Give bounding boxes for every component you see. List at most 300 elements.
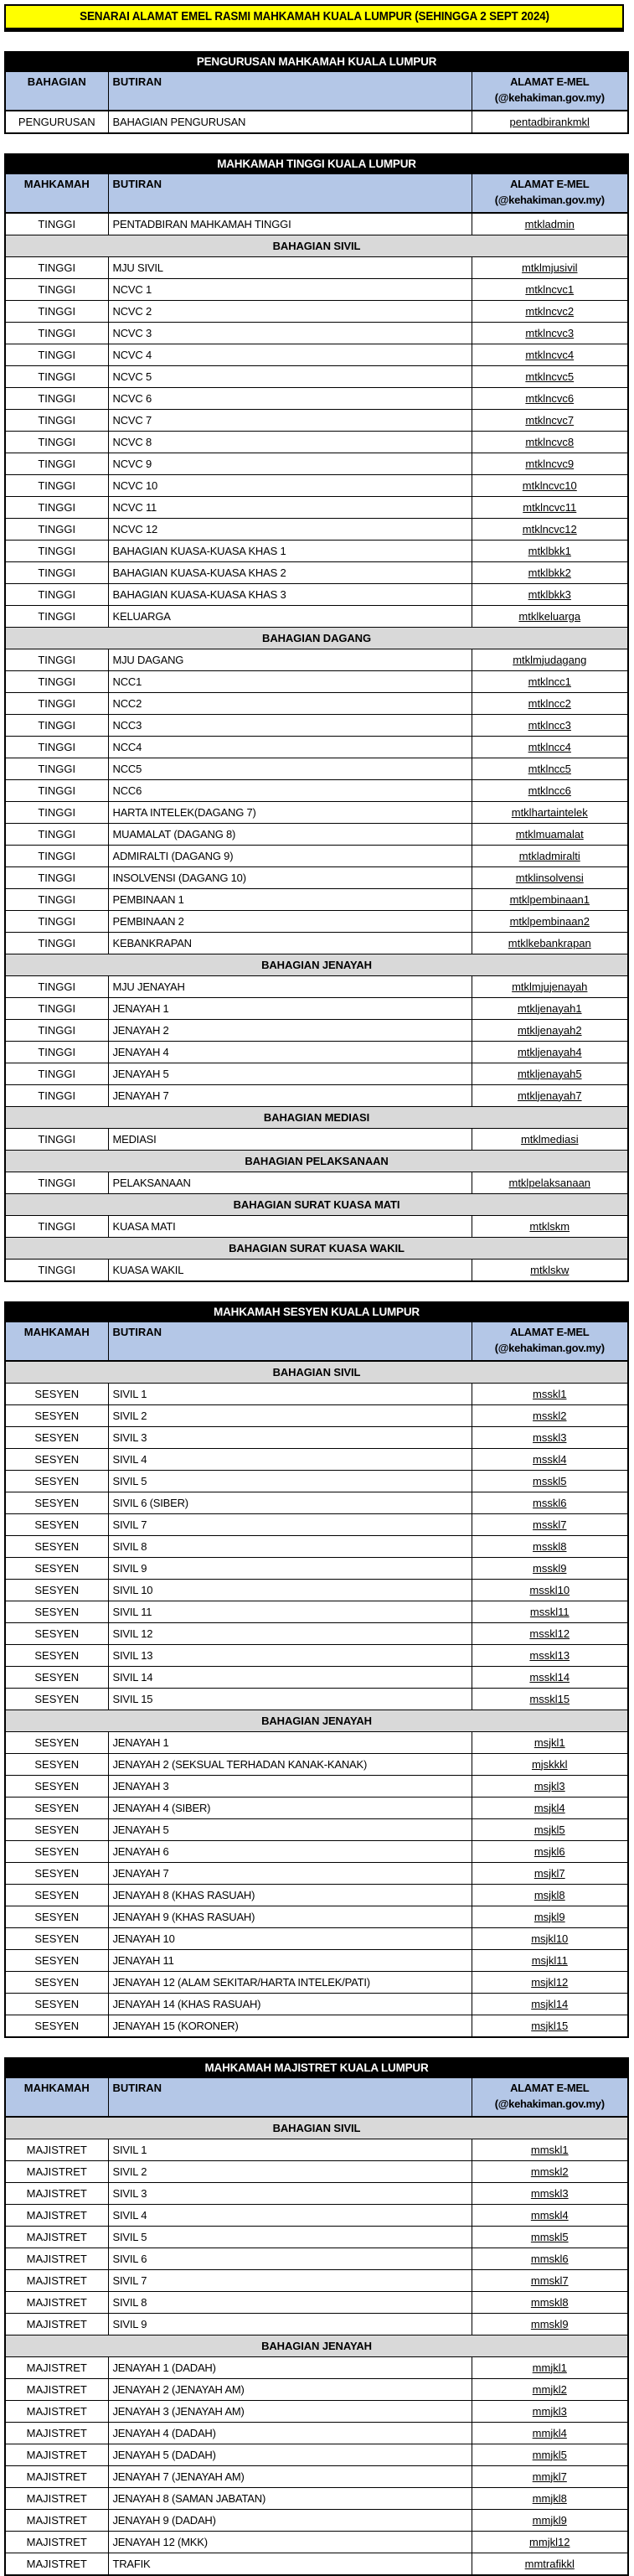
detail-cell: JENAYAH 5	[108, 1819, 472, 1841]
email-link[interactable]: mtklncc4	[528, 740, 571, 753]
email-link[interactable]: mmskl7	[530, 2273, 569, 2287]
court-cell: SESYEN	[5, 1667, 108, 1689]
email-link[interactable]: mtklkebankrapan	[508, 936, 591, 949]
court-cell: MAJISTRET	[5, 2161, 108, 2183]
detail-cell: SIVIL 15	[108, 1689, 472, 1710]
table-row	[5, 824, 628, 846]
email-cell	[472, 2379, 628, 2401]
court-cell: TINGGI	[5, 453, 108, 475]
email-link[interactable]: mtklncvc4	[525, 348, 575, 361]
email-link[interactable]: mmjkl7	[532, 2470, 567, 2483]
table-row	[5, 1085, 628, 1107]
detail-cell: SIVIL 8	[108, 2292, 472, 2314]
email-link[interactable]: msskl11	[529, 1605, 570, 1618]
email-cell	[472, 1950, 628, 1972]
email-cell	[472, 1906, 628, 1928]
email-link[interactable]: msskl2	[533, 1409, 567, 1422]
email-link[interactable]: mtklmjusivil	[522, 261, 578, 274]
col-header-email: ALAMAT E-MEL (@kehakiman.gov.my)	[472, 174, 628, 214]
section-row	[5, 1194, 628, 1216]
email-link[interactable]: msjkl9	[533, 1910, 565, 1923]
court-cell: TINGGI	[5, 693, 108, 715]
detail-cell: SIVIL 6 (SIBER)	[108, 1492, 472, 1514]
section-row	[5, 1710, 628, 1732]
court-cell: MAJISTRET	[5, 2205, 108, 2227]
detail-cell: JENAYAH 7	[108, 1085, 472, 1107]
court-cell: SESYEN	[5, 1798, 108, 1819]
court-cell: TINGGI	[5, 388, 108, 410]
email-cell	[472, 649, 628, 671]
email-link[interactable]: mtklncvc9	[525, 457, 575, 470]
table-row	[5, 1384, 628, 1405]
table-row	[5, 2532, 628, 2553]
table-row	[5, 889, 628, 911]
court-cell: SESYEN	[5, 1645, 108, 1667]
table-row	[5, 1449, 628, 1471]
email-cell	[472, 606, 628, 628]
email-cell	[472, 1623, 628, 1645]
table-row	[5, 301, 628, 323]
email-table-sesyen	[4, 1301, 629, 2038]
detail-cell: SIVIL 1	[108, 2139, 472, 2161]
court-cell: MAJISTRET	[5, 2510, 108, 2532]
table-row	[5, 1972, 628, 1994]
email-link[interactable]: mtklncc6	[528, 784, 571, 797]
email-cell	[472, 1384, 628, 1405]
email-link[interactable]: msskl7	[533, 1518, 567, 1531]
detail-cell: PELAKSANAAN	[108, 1172, 472, 1194]
table-row	[5, 1601, 628, 1623]
email-link[interactable]: mjskkkl	[531, 1757, 568, 1771]
table-row	[5, 584, 628, 606]
detail-cell: JENAYAH 1	[108, 1732, 472, 1754]
email-cell	[472, 519, 628, 541]
email-link[interactable]: msjkl3	[533, 1779, 565, 1792]
court-cell: TINGGI	[5, 1042, 108, 1063]
email-cell	[472, 1580, 628, 1601]
email-link[interactable]: mtklncvc10	[522, 478, 577, 492]
col-header-butiran: BUTIRAN	[108, 72, 472, 111]
table-row	[5, 344, 628, 366]
section-header: BAHAGIAN SIVIL	[5, 235, 628, 257]
email-link[interactable]: msskl13	[529, 1648, 570, 1662]
table-row	[5, 1950, 628, 1972]
email-link[interactable]: msskl6	[533, 1496, 567, 1509]
table-row	[5, 1427, 628, 1449]
court-cell: MAJISTRET	[5, 2488, 108, 2510]
email-cell	[472, 1689, 628, 1710]
court-cell: SESYEN	[5, 1384, 108, 1405]
email-link[interactable]: mmjkl9	[532, 2513, 567, 2527]
court-cell: TINGGI	[5, 671, 108, 693]
court-cell: SESYEN	[5, 1623, 108, 1645]
email-link[interactable]: mmskl1	[530, 2143, 569, 2156]
email-link[interactable]: mmjkl8	[532, 2491, 567, 2505]
detail-cell: SIVIL 8	[108, 1536, 472, 1558]
detail-cell: SIVIL 10	[108, 1580, 472, 1601]
email-link[interactable]: mtklbkk2	[528, 566, 571, 579]
email-link[interactable]: msjkl6	[533, 1844, 565, 1858]
email-cell	[472, 1042, 628, 1063]
email-cell	[472, 1994, 628, 2015]
email-cell	[472, 1732, 628, 1754]
email-link[interactable]: msskl4	[533, 1452, 567, 1466]
email-link[interactable]: mtklncc1	[528, 675, 571, 688]
court-cell: MAJISTRET	[5, 2248, 108, 2270]
email-link[interactable]: mtklncc5	[528, 762, 571, 775]
email-cell	[472, 1172, 628, 1194]
email-link[interactable]: mmtrafikkl	[524, 2557, 575, 2570]
detail-cell: PENTADBIRAN MAHKAMAH TINGGI	[108, 213, 472, 235]
detail-cell: JENAYAH 5	[108, 1063, 472, 1085]
email-cell	[472, 2139, 628, 2161]
table-title: MAHKAMAH SESYEN KUALA LUMPUR	[5, 1302, 628, 1322]
email-cell	[472, 1928, 628, 1950]
detail-cell: HARTA INTELEK(DAGANG 7)	[108, 802, 472, 824]
email-cell	[472, 388, 628, 410]
email-link[interactable]: mtklbkk1	[528, 544, 571, 557]
email-link[interactable]: mtklncvc1	[525, 282, 575, 296]
court-cell: TINGGI	[5, 432, 108, 453]
email-link[interactable]: mtkljenayah1	[517, 1001, 582, 1015]
email-tables-container	[4, 51, 631, 2576]
section-row	[5, 1151, 628, 1172]
court-cell: TINGGI	[5, 998, 108, 1020]
table-row	[5, 976, 628, 998]
email-link[interactable]: mtklpembinaan1	[509, 892, 590, 906]
email-link[interactable]: mmjkl4	[532, 2426, 567, 2439]
table-row	[5, 1260, 628, 1282]
detail-cell: BAHAGIAN KUASA-KUASA KHAS 3	[108, 584, 472, 606]
table-row	[5, 998, 628, 1020]
detail-cell: SIVIL 6	[108, 2248, 472, 2270]
detail-cell: ADMIRALTI (DAGANG 9)	[108, 846, 472, 867]
table-row	[5, 2139, 628, 2161]
email-link[interactable]: mtklncvc7	[525, 413, 575, 427]
court-cell: MAJISTRET	[5, 2532, 108, 2553]
detail-cell: NCVC 5	[108, 366, 472, 388]
email-link[interactable]: mtklhartaintelek	[511, 805, 588, 819]
court-cell: MAJISTRET	[5, 2401, 108, 2423]
email-link[interactable]: msskl10	[529, 1583, 570, 1596]
detail-cell: JENAYAH 4 (DADAH)	[108, 2423, 472, 2444]
court-cell: TINGGI	[5, 976, 108, 998]
court-cell: MAJISTRET	[5, 2379, 108, 2401]
detail-cell: JENAYAH 3 (JENAYAH AM)	[108, 2401, 472, 2423]
email-cell	[472, 1558, 628, 1580]
email-link[interactable]: mtkljenayah7	[517, 1089, 582, 1102]
court-cell: TINGGI	[5, 344, 108, 366]
section-header: BAHAGIAN SURAT KUASA MATI	[5, 1194, 628, 1216]
email-link[interactable]: msskl15	[529, 1692, 570, 1705]
court-cell: TINGGI	[5, 301, 108, 323]
email-cell	[472, 2015, 628, 2038]
table-row	[5, 1667, 628, 1689]
table-row	[5, 1885, 628, 1906]
detail-cell: SIVIL 1	[108, 1384, 472, 1405]
court-cell: SESYEN	[5, 1928, 108, 1950]
table-row	[5, 2205, 628, 2227]
col-header-butiran: BUTIRAN	[108, 2078, 472, 2118]
email-link[interactable]: msjkl4	[533, 1801, 565, 1814]
email-link[interactable]: mtklmjujenayah	[512, 980, 588, 993]
email-cell	[472, 2444, 628, 2466]
detail-cell: BAHAGIAN KUASA-KUASA KHAS 2	[108, 562, 472, 584]
detail-cell: NCC4	[108, 737, 472, 758]
email-link[interactable]: msjkl5	[533, 1823, 565, 1836]
email-link[interactable]: mmjkl3	[532, 2404, 567, 2418]
email-link[interactable]: msskl12	[529, 1627, 570, 1640]
table-row	[5, 2161, 628, 2183]
detail-cell: BAHAGIAN PENGURUSAN	[108, 111, 472, 133]
email-link[interactable]: msjkl8	[533, 1888, 565, 1901]
email-cell	[472, 1863, 628, 1885]
court-cell: TINGGI	[5, 889, 108, 911]
court-cell: TINGGI	[5, 562, 108, 584]
detail-cell: NCVC 11	[108, 497, 472, 519]
section-header: BAHAGIAN PELAKSANAAN	[5, 1151, 628, 1172]
email-cell	[472, 584, 628, 606]
table-row	[5, 388, 628, 410]
email-link[interactable]: mtklskw	[530, 1263, 570, 1276]
document-title-banner	[4, 4, 624, 32]
email-link[interactable]: msskl8	[533, 1539, 567, 1553]
email-cell	[472, 2423, 628, 2444]
detail-cell: KUASA MATI	[108, 1216, 472, 1238]
email-cell	[472, 780, 628, 802]
detail-cell: NCVC 12	[108, 519, 472, 541]
email-link[interactable]: mtklmjudagang	[513, 653, 587, 666]
email-link[interactable]: mtklncvc2	[525, 304, 575, 318]
detail-cell: NCVC 3	[108, 323, 472, 344]
detail-cell: TRAFIK	[108, 2553, 472, 2576]
email-link[interactable]: mmjkl12	[529, 2535, 570, 2548]
email-link[interactable]: mtklncvc8	[525, 435, 575, 448]
email-link[interactable]: mtklpembinaan2	[509, 914, 590, 928]
table-row	[5, 671, 628, 693]
email-cell	[472, 2183, 628, 2205]
document-title: SENARAI ALAMAT EMEL RASMI MAHKAMAH KUALA LUMPUR (SEHINGGA 2 SEPT 2024)	[79, 9, 549, 23]
email-link[interactable]: msjkl14	[531, 1997, 569, 2010]
email-link[interactable]: mtklncc2	[528, 696, 571, 710]
email-link[interactable]: mtklpelaksanaan	[508, 1176, 591, 1189]
email-link[interactable]: mtklkeluarga	[518, 609, 581, 623]
email-cell	[472, 2314, 628, 2335]
email-cell	[472, 1063, 628, 1085]
court-cell: SESYEN	[5, 1972, 108, 1994]
email-link[interactable]: msskl5	[533, 1474, 567, 1487]
col-header-email: ALAMAT E-MEL (@kehakiman.gov.my)	[472, 1322, 628, 1362]
detail-cell: MJU JENAYAH	[108, 976, 472, 998]
table-row	[5, 1063, 628, 1085]
table-row	[5, 1994, 628, 2015]
email-link[interactable]: mtkljenayah4	[517, 1045, 582, 1058]
email-cell	[472, 410, 628, 432]
email-link[interactable]: mmjkl2	[532, 2382, 567, 2396]
detail-cell: JENAYAH 7 (JENAYAH AM)	[108, 2466, 472, 2488]
email-link[interactable]: msskl9	[533, 1561, 567, 1575]
detail-cell: NCC2	[108, 693, 472, 715]
detail-cell: JENAYAH 4	[108, 1042, 472, 1063]
detail-cell: JENAYAH 1	[108, 998, 472, 1020]
detail-cell: JENAYAH 10	[108, 1928, 472, 1950]
email-link[interactable]: msjkl7	[533, 1866, 565, 1880]
table-row	[5, 1020, 628, 1042]
email-cell	[472, 824, 628, 846]
email-link[interactable]: msjkl12	[531, 1975, 569, 1989]
court-cell: MAJISTRET	[5, 2314, 108, 2335]
col-header-mahkamah: MAHKAMAH	[5, 1322, 108, 1362]
detail-cell: NCVC 1	[108, 279, 472, 301]
email-link[interactable]: mmskl4	[530, 2208, 569, 2222]
email-cell	[472, 1492, 628, 1514]
detail-cell: SIVIL 13	[108, 1645, 472, 1667]
col-header-mahkamah: MAHKAMAH	[5, 174, 108, 214]
email-cell	[472, 541, 628, 562]
section-header: BAHAGIAN SURAT KUASA WAKIL	[5, 1238, 628, 1260]
court-cell: TINGGI	[5, 1172, 108, 1194]
detail-cell: PEMBINAAN 1	[108, 889, 472, 911]
detail-cell: NCC6	[108, 780, 472, 802]
email-link[interactable]: mmskl9	[530, 2317, 569, 2330]
email-cell	[472, 323, 628, 344]
court-cell: TINGGI	[5, 257, 108, 279]
detail-cell: INSOLVENSI (DAGANG 10)	[108, 867, 472, 889]
detail-cell: MJU DAGANG	[108, 649, 472, 671]
section-header: BAHAGIAN JENAYAH	[5, 1710, 628, 1732]
email-link[interactable]: msjkl1	[533, 1735, 565, 1749]
col-header-butiran: BUTIRAN	[108, 1322, 472, 1362]
email-link[interactable]: msskl3	[533, 1430, 567, 1444]
detail-cell: SIVIL 11	[108, 1601, 472, 1623]
table-row	[5, 1623, 628, 1645]
table-row	[5, 2553, 628, 2576]
email-link[interactable]: mtklncvc5	[525, 370, 575, 383]
table-row	[5, 562, 628, 584]
col-header-bahagian: BAHAGIAN	[5, 72, 108, 111]
court-cell: TINGGI	[5, 846, 108, 867]
table-row	[5, 1776, 628, 1798]
email-link[interactable]: mtklncc3	[528, 718, 571, 732]
court-cell: TINGGI	[5, 410, 108, 432]
email-cell	[472, 846, 628, 867]
table-row	[5, 1841, 628, 1863]
email-link[interactable]: mtkljenayah2	[517, 1023, 582, 1037]
table-row	[5, 846, 628, 867]
court-cell: SESYEN	[5, 1449, 108, 1471]
email-link[interactable]: mmskl8	[530, 2295, 569, 2309]
email-link[interactable]: mtklncvc11	[523, 500, 577, 514]
detail-cell: SIVIL 12	[108, 1623, 472, 1645]
court-cell: TINGGI	[5, 867, 108, 889]
court-cell: SESYEN	[5, 1885, 108, 1906]
court-cell: SESYEN	[5, 1558, 108, 1580]
table-row	[5, 1863, 628, 1885]
email-link[interactable]: mmjkl1	[532, 2361, 567, 2374]
email-link[interactable]: msskl14	[529, 1670, 570, 1684]
email-link[interactable]: pentadbirankmkl	[509, 115, 590, 128]
detail-cell: SIVIL 7	[108, 2270, 472, 2292]
email-cell	[472, 1667, 628, 1689]
detail-cell: SIVIL 5	[108, 2227, 472, 2248]
email-link[interactable]: mmskl3	[530, 2186, 569, 2200]
email-cell	[472, 1427, 628, 1449]
court-cell: TINGGI	[5, 1216, 108, 1238]
court-cell: TINGGI	[5, 584, 108, 606]
email-link[interactable]: mtklskm	[529, 1219, 570, 1233]
detail-cell: JENAYAH 9 (DADAH)	[108, 2510, 472, 2532]
table-row	[5, 2292, 628, 2314]
table-row	[5, 497, 628, 519]
email-link[interactable]: mtkladmiralti	[518, 849, 580, 862]
table-row	[5, 933, 628, 954]
email-link[interactable]: mtklncvc6	[525, 391, 575, 405]
email-link[interactable]: mtklmuamalat	[515, 827, 584, 841]
court-cell: MAJISTRET	[5, 2553, 108, 2576]
email-link[interactable]: mtklncvc12	[522, 522, 577, 535]
email-link[interactable]: mtklinsolvensi	[515, 871, 584, 884]
detail-cell: JENAYAH 12 (ALAM SEKITAR/HARTA INTELEK/PATI)	[108, 1972, 472, 1994]
court-cell: TINGGI	[5, 737, 108, 758]
detail-cell: JENAYAH 15 (KORONER)	[108, 2015, 472, 2038]
detail-cell: SIVIL 9	[108, 2314, 472, 2335]
table-row	[5, 1906, 628, 1928]
table-row	[5, 2015, 628, 2038]
table-row	[5, 475, 628, 497]
table-row	[5, 649, 628, 671]
email-link[interactable]: mmjkl5	[532, 2448, 567, 2461]
email-cell	[472, 1216, 628, 1238]
email-link[interactable]: mtkljenayah5	[517, 1067, 582, 1080]
detail-cell: NCC5	[108, 758, 472, 780]
email-cell	[472, 715, 628, 737]
col-header-email: ALAMAT E-MEL (@kehakiman.gov.my)	[472, 72, 628, 111]
section-row	[5, 954, 628, 976]
email-link[interactable]: msjkl15	[531, 2019, 569, 2032]
email-link[interactable]: mtklmediasi	[520, 1132, 579, 1146]
email-link[interactable]: mtklbkk3	[528, 587, 571, 601]
detail-cell: JENAYAH 14 (KHAS RASUAH)	[108, 1994, 472, 2015]
email-link[interactable]: mtklncvc3	[525, 326, 575, 339]
email-link[interactable]: mmskl2	[530, 2165, 569, 2178]
detail-cell: JENAYAH 5 (DADAH)	[108, 2444, 472, 2466]
email-cell	[472, 1601, 628, 1623]
table-row	[5, 2466, 628, 2488]
court-cell: SESYEN	[5, 1405, 108, 1427]
email-link[interactable]: msjkl11	[531, 1953, 568, 1967]
table-row	[5, 2227, 628, 2248]
email-cell	[472, 1449, 628, 1471]
section-row	[5, 1107, 628, 1129]
email-link[interactable]: mmskl5	[530, 2230, 569, 2243]
section-row	[5, 1361, 628, 1384]
table-row	[5, 2510, 628, 2532]
table-row	[5, 1754, 628, 1776]
email-link[interactable]: mtkladmin	[524, 217, 575, 230]
court-cell: SESYEN	[5, 1906, 108, 1928]
email-link[interactable]: msskl1	[533, 1387, 567, 1400]
email-cell	[472, 257, 628, 279]
court-cell: SESYEN	[5, 2015, 108, 2038]
table-row	[5, 2314, 628, 2335]
section-row	[5, 2117, 628, 2139]
email-link[interactable]: mmskl6	[530, 2252, 569, 2265]
table-row	[5, 1819, 628, 1841]
email-link[interactable]: msjkl10	[531, 1932, 569, 1945]
email-table-majistret	[4, 2057, 629, 2576]
section-header: BAHAGIAN SIVIL	[5, 2117, 628, 2139]
detail-cell: MEDIASI	[108, 1129, 472, 1151]
